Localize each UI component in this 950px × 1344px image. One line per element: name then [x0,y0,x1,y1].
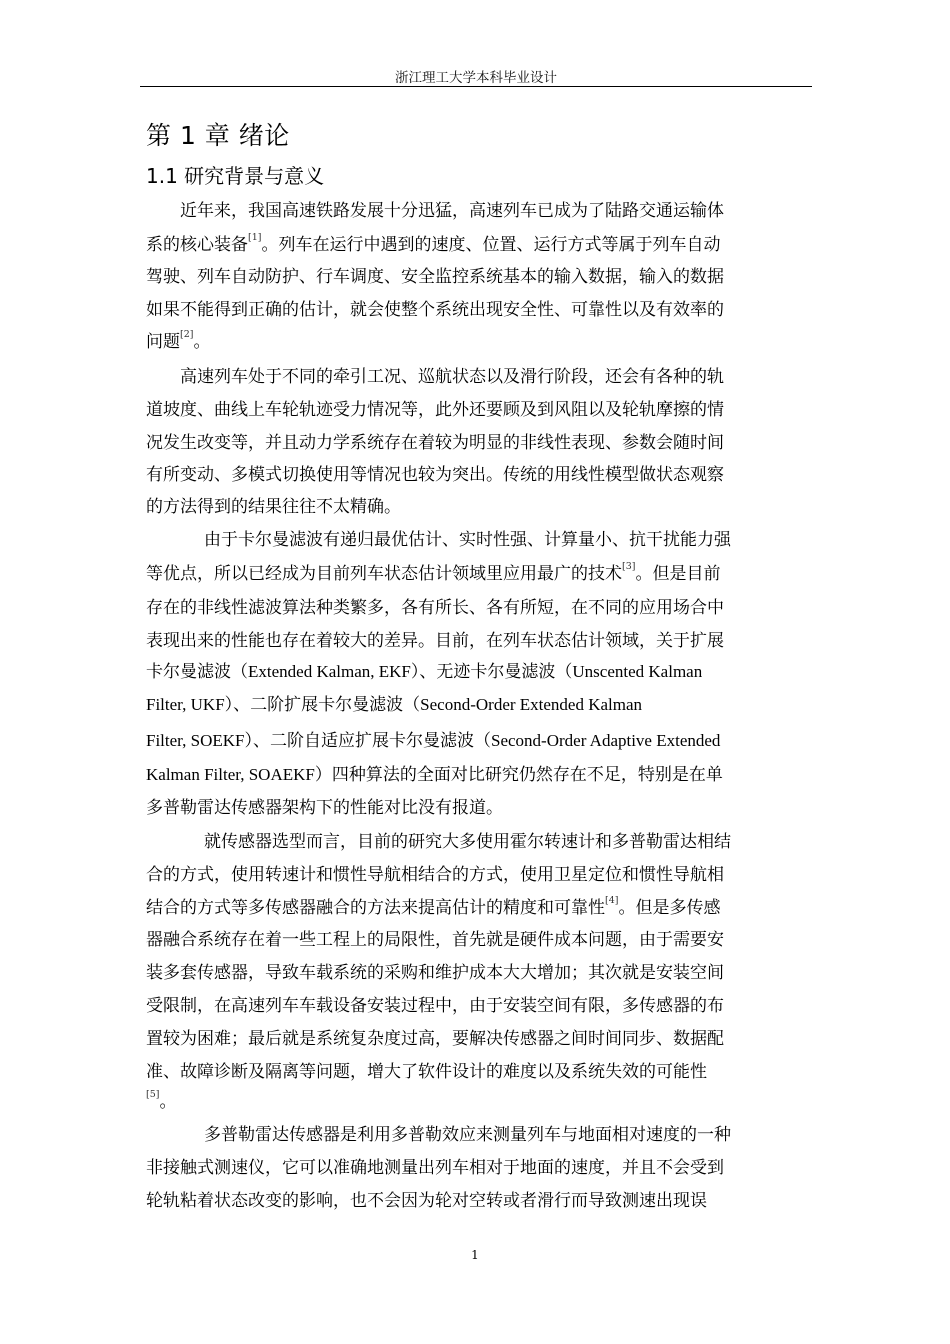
text-run: 近年来，我国高速铁路发展十分迅猛，高速列车已成为了陆路交通运输体 [180,201,724,221]
text-line [146,230,720,255]
text-run: 非接触式测速仪，它可以准确地测量出列车相对于地面的速度，并且不会受到 [146,1158,724,1178]
text-run: ）、二阶扩展卡尔曼滤波（ [224,695,421,715]
header-rule [140,86,812,87]
text-line [146,1186,707,1211]
text-line [146,991,724,1016]
text-line [146,958,724,983]
text-line [146,327,210,352]
text-run: 装多套传感器，导致车载系统的采购和维护成本大大增加；其次就是安装空间 [146,963,724,983]
text-run: 。列车在运行中遇到的速度、位置、运行方式等属于列车自动 [261,235,721,255]
chapter-title: 第 1 章 绪论 [146,121,290,150]
text-line [146,925,724,950]
text-run: 多普勒雷达传感器架构下的性能对比没有报道。 [146,798,503,818]
text-run: 结合的方式等多传感器融合的方法来提高估计的精度和可靠性 [146,898,605,918]
text-run: Second-Order Extended Kalman [420,695,643,714]
text-run: 有所变动、多模式切换使用等情况也较为突出。传统的用线性模型做状态观察 [146,465,724,485]
text-line [146,295,724,320]
text-line [146,593,724,618]
text-run: 系的核心装备 [146,235,248,255]
text-run: 卡尔曼滤波（ [146,662,248,682]
text-line [146,1024,724,1049]
text-run: Second-Order Adaptive Extended [491,731,721,750]
text-run: Extended Kalman, EKF [248,662,411,681]
text-line [146,1153,724,1178]
text-run: 合的方式，使用转速计和惯性导航相结合的方式，使用卫星定位和惯性导航相 [146,865,724,885]
text-line [146,559,720,584]
citation-mark: [1] [248,232,262,243]
text-run: 。 [159,1092,177,1112]
text-run: 。但是目前 [635,564,721,584]
text-line [146,492,401,517]
text-run: ）、无迹卡尔曼滤波（ [410,662,573,682]
text-line [146,690,642,715]
text-run: 如果不能得到正确的估计，就会使整个系统出现安全性、可靠性以及有效率的 [146,300,724,320]
text-line [146,460,724,485]
text-line [204,1120,731,1145]
text-line [146,428,724,453]
text-run: 置较为困难；最后就是系统复杂度过高，要解决传感器之间时间同步、数据配 [146,1029,724,1049]
text-run: Filter, UKF [146,695,225,714]
text-run: 多普勒雷达传感器是利用多普勒效应来测量列车与地面相对速度的一种 [204,1125,731,1145]
text-run: 就传感器选型而言，目前的研究大多使用霍尔转速计和多普勒雷达相结 [204,832,731,852]
text-run: 存在的非线性滤波算法种类繁多，各有所长、各有所短，在不同的应用场合中 [146,598,724,618]
text-run: 器融合系统存在着一些工程上的局限性，首先就是硬件成本问题，由于需要安 [146,930,724,950]
text-run: 受限制，在高速列车车载设备安装过程中，由于安装空间有限，多传感器的布 [146,996,724,1016]
text-run: 况发生改变等，并且动力学系统存在着较为明显的非线性表现、参数会随时间 [146,433,724,453]
text-run: 由于卡尔曼滤波有递归最优估计、实时性强、计算量小、抗干扰能力强 [204,530,731,550]
text-line [146,626,724,651]
text-line [146,262,724,287]
citation-mark: [5] [146,1089,160,1100]
text-run: ）、二阶自适应扩展卡尔曼滤波（ [244,731,491,751]
citation-mark: [2] [180,329,194,340]
text-run: Kalman Filter, SOAEKF [146,765,315,784]
text-run: 准、故障诊断及隔离等问题，增大了软件设计的难度以及系统失效的可能性 [146,1062,707,1082]
text-run: ）四种算法的全面对比研究仍然存在不足，特别是在单 [314,765,723,785]
section-title: 1.1 研究背景与意义 [146,164,325,188]
text-line [180,362,724,387]
text-run: 道坡度、曲线上车轮轨迹受力情况等，此外还要顾及到风阻以及轮轨摩擦的情 [146,400,724,420]
text-run: Unscented Kalman [572,662,703,681]
text-run: 高速列车处于不同的牵引工况、巡航状态以及滑行阶段，还会有各种的轨 [180,367,724,387]
text-run: 。 [193,332,211,352]
text-line [146,1057,707,1082]
text-run: Filter, SOEKF [146,731,245,750]
page-number: 1 [471,1248,479,1262]
text-run: 问题 [146,332,180,352]
text-run: 。但是多传感 [618,898,721,918]
citation-mark: [4] [605,895,619,906]
text-line [146,1087,176,1112]
text-line [146,793,503,818]
text-line [180,196,724,221]
text-line [146,395,724,420]
text-line [204,827,731,852]
text-run: 表现出来的性能也存在着较大的差异。目前，在列车状态估计领域，关于扩展 [146,631,724,651]
text-line [146,726,720,751]
text-run: 等优点，所以已经成为目前列车状态估计领域里应用最广的技术 [146,564,622,584]
page-header: 浙江理工大学本科毕业设计 [395,70,557,86]
text-line [146,657,702,682]
text-run: 轮轨粘着状态改变的影响，也不会因为轮对空转或者滑行而导致测速出现误 [146,1191,707,1211]
text-line [204,525,731,550]
text-line [146,760,723,785]
citation-mark: [3] [622,561,636,572]
text-line [146,860,724,885]
text-run: 驾驶、列车自动防护、行车调度、安全监控系统基本的输入数据，输入的数据 [146,267,724,287]
text-line [146,893,720,918]
text-run: 的方法得到的结果往往不太精确。 [146,497,401,517]
